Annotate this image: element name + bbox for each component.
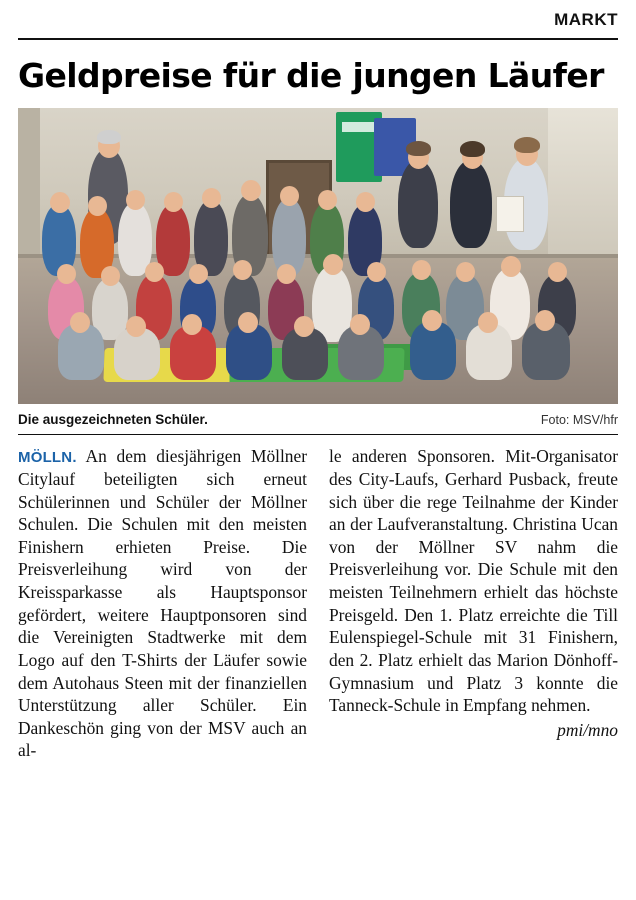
photo-child-front <box>410 322 456 380</box>
photo-window <box>548 108 618 258</box>
photo-caption: Die ausgezeichneten Schüler. <box>18 412 208 428</box>
article-byline: pmi/mno <box>557 719 618 740</box>
article-column-right <box>329 445 618 762</box>
photo-person-hair <box>460 141 485 157</box>
article-text-left: An dem diesjährigen Möllner Citylauf beteiligten sich erneut Schülerinnen und Schüler der Möllner Schulen. Die Schulen mit den meisten Finishern erhieten Preise. Die Preisverleihung wird von der Kreissparkasse als Hauptsponsor gefördert, weitere Hauptponsoren sind die Vereinigten Stadtwerke mit dem Logo auf den T-Shirts der Läufer sowie dem Autohaus Steen mit der finanziellen Unterstützung aller Schüler. Ein Dankeschön ging von der MSV auch an al- <box>18 446 308 761</box>
photo-scene <box>18 108 618 404</box>
header-divider <box>18 38 618 40</box>
photo-person-hair <box>406 141 431 156</box>
article-column-left <box>18 445 307 762</box>
photo-person-hair <box>97 130 121 144</box>
photo-caption-row <box>18 412 618 427</box>
photo-wall-shadow <box>18 108 40 258</box>
dateline: MÖLLN. <box>18 449 77 467</box>
page-title: Geldpreise für die jungen Läufer <box>18 56 604 95</box>
article-body <box>18 445 618 762</box>
photo-credit: Foto: MSV/hfr <box>540 413 618 428</box>
article-paragraph-right <box>329 445 618 717</box>
photo-person-hair <box>514 137 540 153</box>
section-label: MARKT <box>554 10 618 29</box>
article-paragraph-left <box>18 445 307 762</box>
photo-person <box>398 160 438 248</box>
caption-divider <box>18 434 618 435</box>
article-photo <box>18 108 618 404</box>
photo-certificate <box>496 196 524 232</box>
photo-child-front <box>522 322 570 380</box>
photo-person <box>450 160 492 248</box>
article-text-right: le anderen Sponsoren. Mit-Organisator des City-Laufs, Gerhard Pusback, freute sich über die rege Teilnahme der Kinder an der Laufveranstaltung. Christina Ucan von der Möllner SV nahm die Preisverleihung vor. Die Schule mit den meisten Teilnehmern erhielt das höchste Preisgeld. Den 1. Platz erreichte die Till Eulenspiegel-Schule mit 31 Finishern, den 2. Platz erhielt das Marion Dönhoff-Gymnasium und Platz 3 konnte die Tanneck-Schule in Empfang nehmen. <box>329 446 618 716</box>
masthead <box>18 0 618 46</box>
